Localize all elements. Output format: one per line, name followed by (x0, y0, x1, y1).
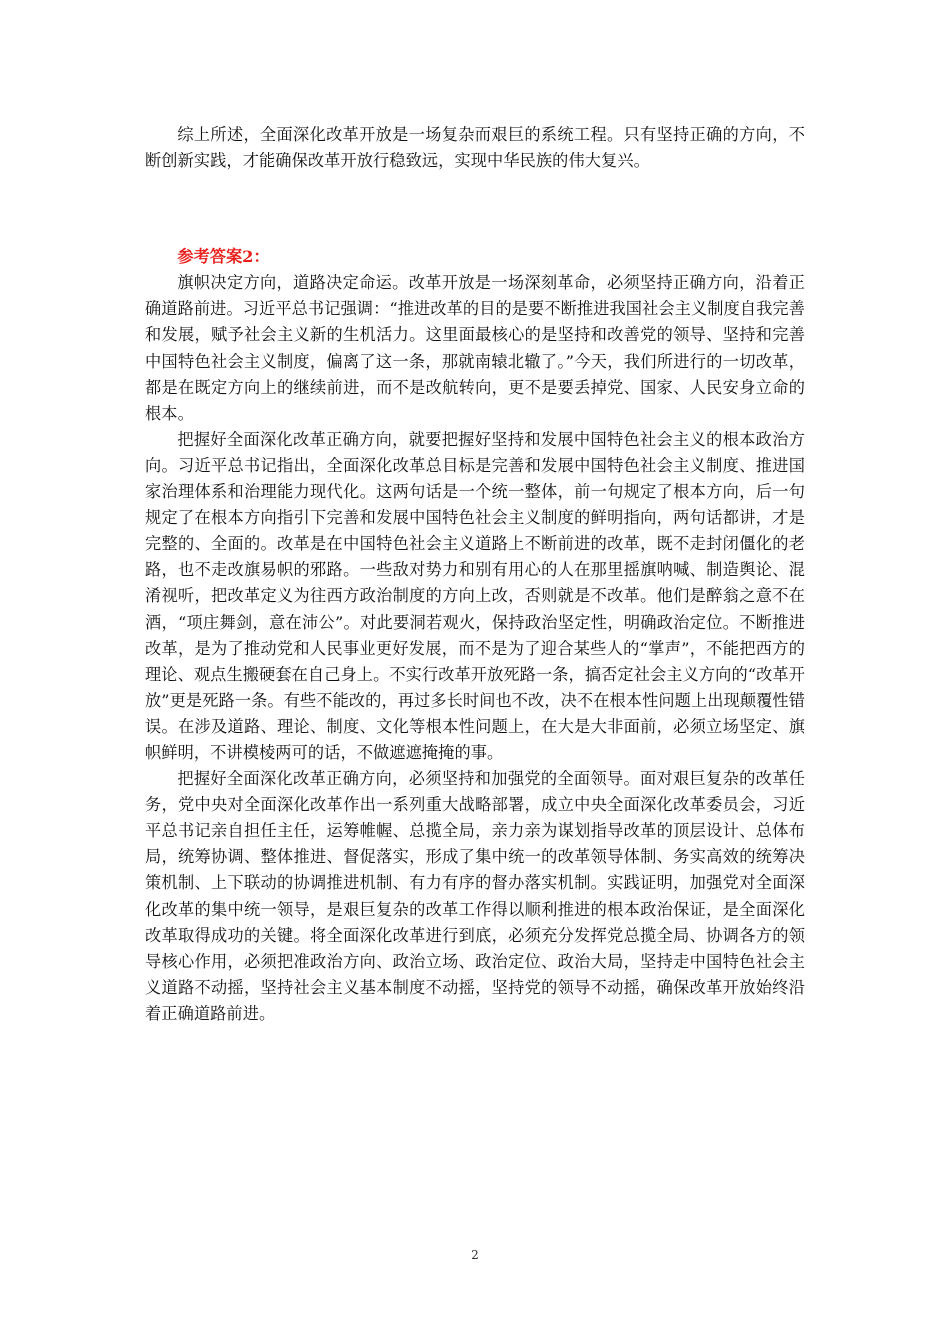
body-paragraph-2: 把握好全面深化改革正确方向，就要把握好坚持和发展中国特色社会主义的根本政治方向。习近平总书记指出，全面深化改革总目标是完善和发展中国特色社会主义制度、推进国家治理体系和治理能力现代化。这两句话是一个统一整体，前一句规定了根本方向，后一句规定了在根本方向指引下完善和发展中国特色社会主义制度的鲜明指向，两句话都讲，才是完整的、全面的。改革是在中国特色社会主义道路上不断前进的改革，既不走封闭僵化的老路，也不走改旗易帜的邪路。一些敌对势力和别有用心的人在那里摇旗呐喊、制造舆论、混淆视听，把改革定义为往西方政治制度的方向上改，否则就是不改革。他们是醉翁之意不在酒，“项庄舞剑，意在沛公”。对此要洞若观火，保持政治坚定性，明确政治定位。不断推进改革，是为了推动党和人民事业更好发展，而不是为了迎合某些人的“掌声”，不能把西方的理论、观点生搬硬套在自己身上。不实行改革开放死路一条，搞否定社会主义方向的“改革开放”更是死路一条。有些不能改的，再过多长时间也不改，决不在根本性问题上出现颠覆性错误。在涉及道路、理论、制度、文化等根本性问题上，在大是大非面前，必须立场坚定、旗帜鲜明，不讲模棱两可的话，不做遮遮掩掩的事。 (145, 429, 805, 762)
page-number: 2 (471, 1248, 479, 1262)
intro-paragraph: 综上所述，全面深化改革开放是一场复杂而艰巨的系统工程。只有坚持正确的方向，不断创新实践，才能确保改革开放行稳致远，实现中华民族的伟大复兴。 (145, 125, 805, 171)
answer-heading: 参考答案2： (177, 247, 270, 267)
body-paragraph-3: 把握好全面深化改革正确方向，必须坚持和加强党的全面领导。面对艰巨复杂的改革任务，党中央对全面深化改革作出一系列重大战略部署，成立中央全面深化改革委员会，习近平总书记亲自担任主任，运筹帷幄、总揽全局，亲力亲为谋划指导改革的顶层设计、总体布局，统筹协调、整体推进、督促落实，形成了集中统一的改革领导体制、务实高效的统筹决策机制、上下联动的协调推进机制、有力有序的督办落实机制。实践证明，加强党对全面深化改革的集中统一领导，是艰巨复杂的改革工作得以顺利推进的根本政治保证，是全面深化改革取得成功的关键。将全面深化改革进行到底，必须充分发挥党总揽全局、协调各方的领导核心作用，必须把准政治方向、政治立场、政治定位、政治大局，坚持走中国特色社会主义道路不动摇，坚持社会主义基本制度不动摇，坚持党的领导不动摇，确保改革开放始终沿着正确道路前进。 (145, 769, 805, 1023)
body-paragraph-1: 旗帜决定方向，道路决定命运。改革开放是一场深刻革命，必须坚持正确方向，沿着正确道路前进。习近平总书记强调：“推进改革的目的是要不断推进我国社会主义制度自我完善和发展，赋予社会主义新的生机活力。这里面最核心的是坚持和改善党的领导、坚持和完善中国特色社会主义制度，偏离了这一条，那就南辕北辙了。”今天，我们所进行的一切改革，都是在既定方向上的继续前进，而不是改航转向，更不是要丢掉党、国家、人民安身立命的根本。 (145, 273, 805, 423)
document-body (145, 122, 805, 1027)
